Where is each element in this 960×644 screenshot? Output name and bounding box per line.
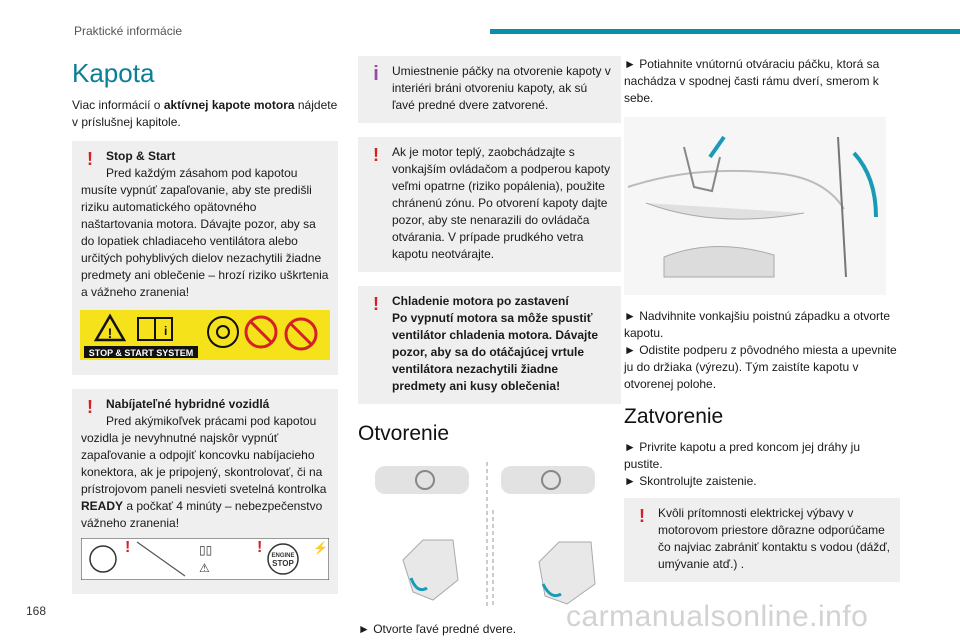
warning-line1: Kvôli prítomnosti elektrickej výbavy v	[658, 506, 854, 520]
step-open-door: ► Otvorte ľavé predné dvere.	[358, 622, 517, 636]
warning-body-text: vozidla je nevyhnutné najskôr vypnúť zapaľovanie a odpojiť koncovku nabíjacieho konektora, ak je pripojený, skontrolovať, či na prístrojovom paneli nesvieti svetelná kontrolka	[81, 431, 327, 496]
warning-icon: !	[87, 397, 93, 417]
engine-stop-label-1: ENGINE	[271, 553, 295, 559]
step-lift-latch: ► Nadvihnite vonkajšiu poistnú západku a otvorte kapotu.	[624, 309, 891, 340]
warning-icon: !	[639, 506, 645, 526]
warning-icon: !	[87, 149, 93, 169]
stop-start-icons	[80, 310, 330, 360]
warning-electrical	[624, 498, 900, 582]
column-middle	[358, 50, 621, 644]
warning-body-end: a počkať 4 minúty – nebezpečenstvo vážneho zranenia!	[81, 499, 323, 530]
engine-stop-label-2: STOP	[272, 559, 294, 568]
svg-text:!: !	[107, 325, 113, 341]
info-line1: Umiestnenie páčky na otvorenie kapoty v	[392, 64, 611, 78]
watermark: carmanualsonline.info	[566, 600, 869, 633]
warning-body: musíte vypnúť zapaľovanie, aby ste predišli riziku automatického opätovného naštartovania motora. Dávajte pozor, aby sa do lopatiek chladiaceho ventilátora alebo určitých pohyblivých dielov nezachytili žiadne predmety ani oblečenie – hrozí riziko uškrtenia a vážneho zranenia!	[81, 183, 329, 299]
door-lever-illustration	[363, 460, 613, 608]
warning-title: Nabíjateľné hybridné vozidlá	[106, 397, 270, 411]
info-hood-lever	[358, 56, 621, 123]
warning-line1: Pred akýmikoľvek prácami pod kapotou	[106, 414, 317, 428]
warning-body	[81, 430, 329, 532]
warning-icon: !	[373, 294, 379, 314]
warning-hot-engine	[358, 137, 621, 272]
warning-line1: Pred každým zásahom pod kapotou	[106, 166, 298, 180]
warning-title: Stop & Start	[106, 149, 176, 163]
ready-label: READY	[81, 499, 124, 513]
warning-title: Chladenie motora po zastavení	[392, 294, 569, 308]
warning-body: motorovom priestore dôrazne odporúčame čo najviac zabrániť kontaktu s vodou (dážď, umývanie atď.) .	[658, 523, 891, 571]
header-accent-bar	[490, 29, 960, 34]
info-body: interiéri bráni otvoreniu kapoty, ak sú ľavé predné dvere zatvorené.	[392, 81, 588, 112]
warning-icon: !	[373, 145, 379, 165]
electric-bolt-icon: ⚡	[313, 541, 328, 555]
hybrid-pictograms	[81, 538, 329, 580]
intro-paragraph	[72, 97, 338, 131]
hazard-triangle-icon: ⚠	[199, 561, 210, 575]
warning-stop-start	[72, 141, 338, 310]
step-close-hood: ► Privrite kapotu a pred koncom jej dráhy ju pustite.	[624, 440, 860, 471]
step-check-lock: ► Skontrolujte zaistenie.	[624, 474, 757, 488]
page-number: 168	[26, 604, 47, 618]
svg-text:!: !	[257, 539, 263, 556]
warning-body: vonkajším ovládačom a podperou kapoty veľmi opatrne (riziko popálenia), použite chránenú zónu. Po otvorení kapoty dajte pozor, aby ste nenarazili do ovládača otvárania. V prípade prudkého vetra kapotu neotvárajte.	[392, 162, 611, 261]
section-heading-close: Zatvorenie	[624, 405, 724, 428]
column-left	[72, 50, 338, 604]
svg-text:i: i	[164, 324, 168, 338]
info-icon: i	[373, 63, 379, 85]
step-prop-hood: ► Odistite podperu z pôvodného miesta a upevnite ju do držiaka (výrezu). Tým zaistíte kapotu v otvorenej polohe.	[624, 343, 897, 391]
intro-bold: aktívnej kapote motora	[163, 98, 295, 112]
header-section-title: Praktické informácie	[74, 24, 183, 38]
page-title: Kapota	[72, 58, 155, 88]
warning-hybrid	[72, 389, 338, 594]
manual-book-icon: ▯▯	[199, 543, 213, 557]
warning-body: Po vypnutí motora sa môže spustiť ventilátor chladenia motora. Dávajte pozor, aby sa do otáčajúcej vrtule ventilátora nezachytili žiadne predmety ani kusy oblečenia!	[392, 311, 599, 393]
section-heading-open: Otvorenie	[358, 422, 450, 445]
step-pull-lever: ► Potiahnite vnútornú otváraciu páčku, ktorá sa nachádza v spodnej časti rámu dverí, smerom k sebe.	[624, 57, 880, 105]
warning-cooling-fan	[358, 286, 621, 404]
warning-line1: Ak je motor teplý, zaobchádzajte s	[392, 145, 575, 159]
hood-prop-illustration	[624, 117, 886, 295]
intro-text: Viac informácií o	[72, 98, 164, 112]
stop-start-pictograms	[72, 310, 338, 375]
column-right	[624, 50, 900, 592]
intro-text-end: nájdete v príslušnej kapitole.	[72, 98, 338, 129]
stop-start-label: STOP & START SYSTEM	[88, 348, 194, 358]
svg-text:!: !	[125, 539, 131, 556]
